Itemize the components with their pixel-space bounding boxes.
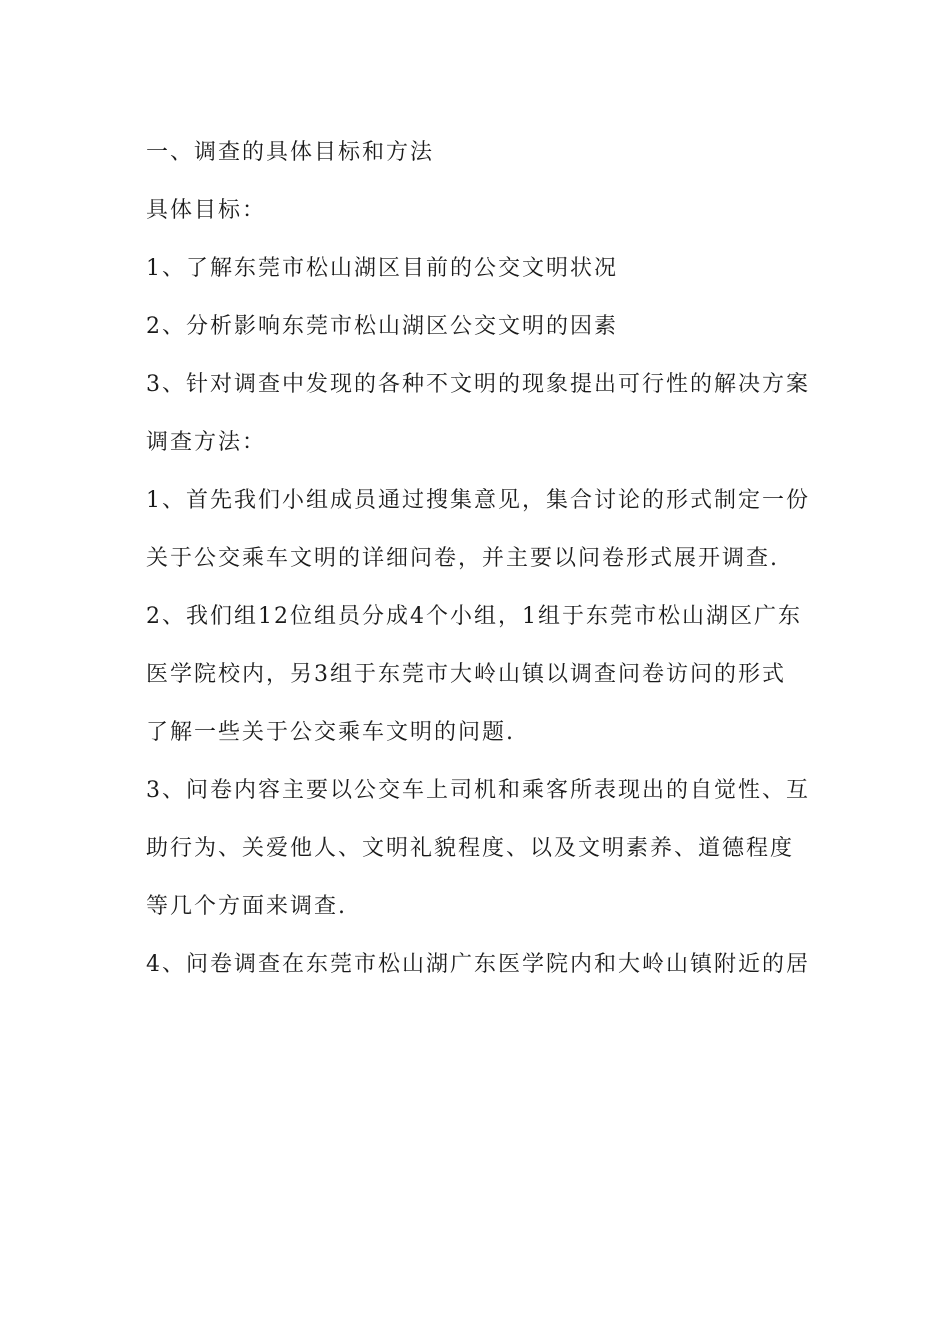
document-body: [146, 131, 816, 1001]
section-heading: 一、调查的具体目标和方法: [146, 140, 435, 165]
method-paragraph-line: 4、问卷调查在东莞市松山湖广东医学院内和大岭山镇附近的居: [146, 952, 810, 977]
method-paragraph-line: 助行为、关爱他人、文明礼貌程度、以及文明素养、道德程度: [146, 836, 795, 861]
method-paragraph-line: 等几个方面来调查.: [146, 894, 347, 919]
method-paragraph-line: 2、我们组12位组员分成4个小组，1组于东莞市松山湖区广东: [146, 604, 802, 629]
method-paragraph-line: 关于公交乘车文明的详细问卷，并主要以问卷形式展开调查.: [146, 546, 779, 571]
method-paragraph-line: 了解一些关于公交乘车文明的问题.: [146, 720, 515, 745]
subheading-methods: 调查方法：: [146, 430, 267, 455]
goal-item-2: 2、分析影响东莞市松山湖区公交文明的因素: [146, 314, 618, 339]
goal-item-1: 1、了解东莞市松山湖区目前的公交文明状况: [146, 256, 618, 281]
method-paragraph-line: 1、首先我们小组成员通过搜集意见，集合讨论的形式制定一份: [146, 488, 810, 513]
method-paragraph-line: 3、问卷内容主要以公交车上司机和乘客所表现出的自觉性、互: [146, 778, 810, 803]
subheading-goals: 具体目标：: [146, 198, 267, 223]
method-paragraph-line: 医学院校内，另3组于东莞市大岭山镇以调查问卷访问的形式: [146, 662, 786, 687]
goal-item-3: 3、针对调查中发现的各种不文明的现象提出可行性的解决方案: [146, 372, 810, 397]
